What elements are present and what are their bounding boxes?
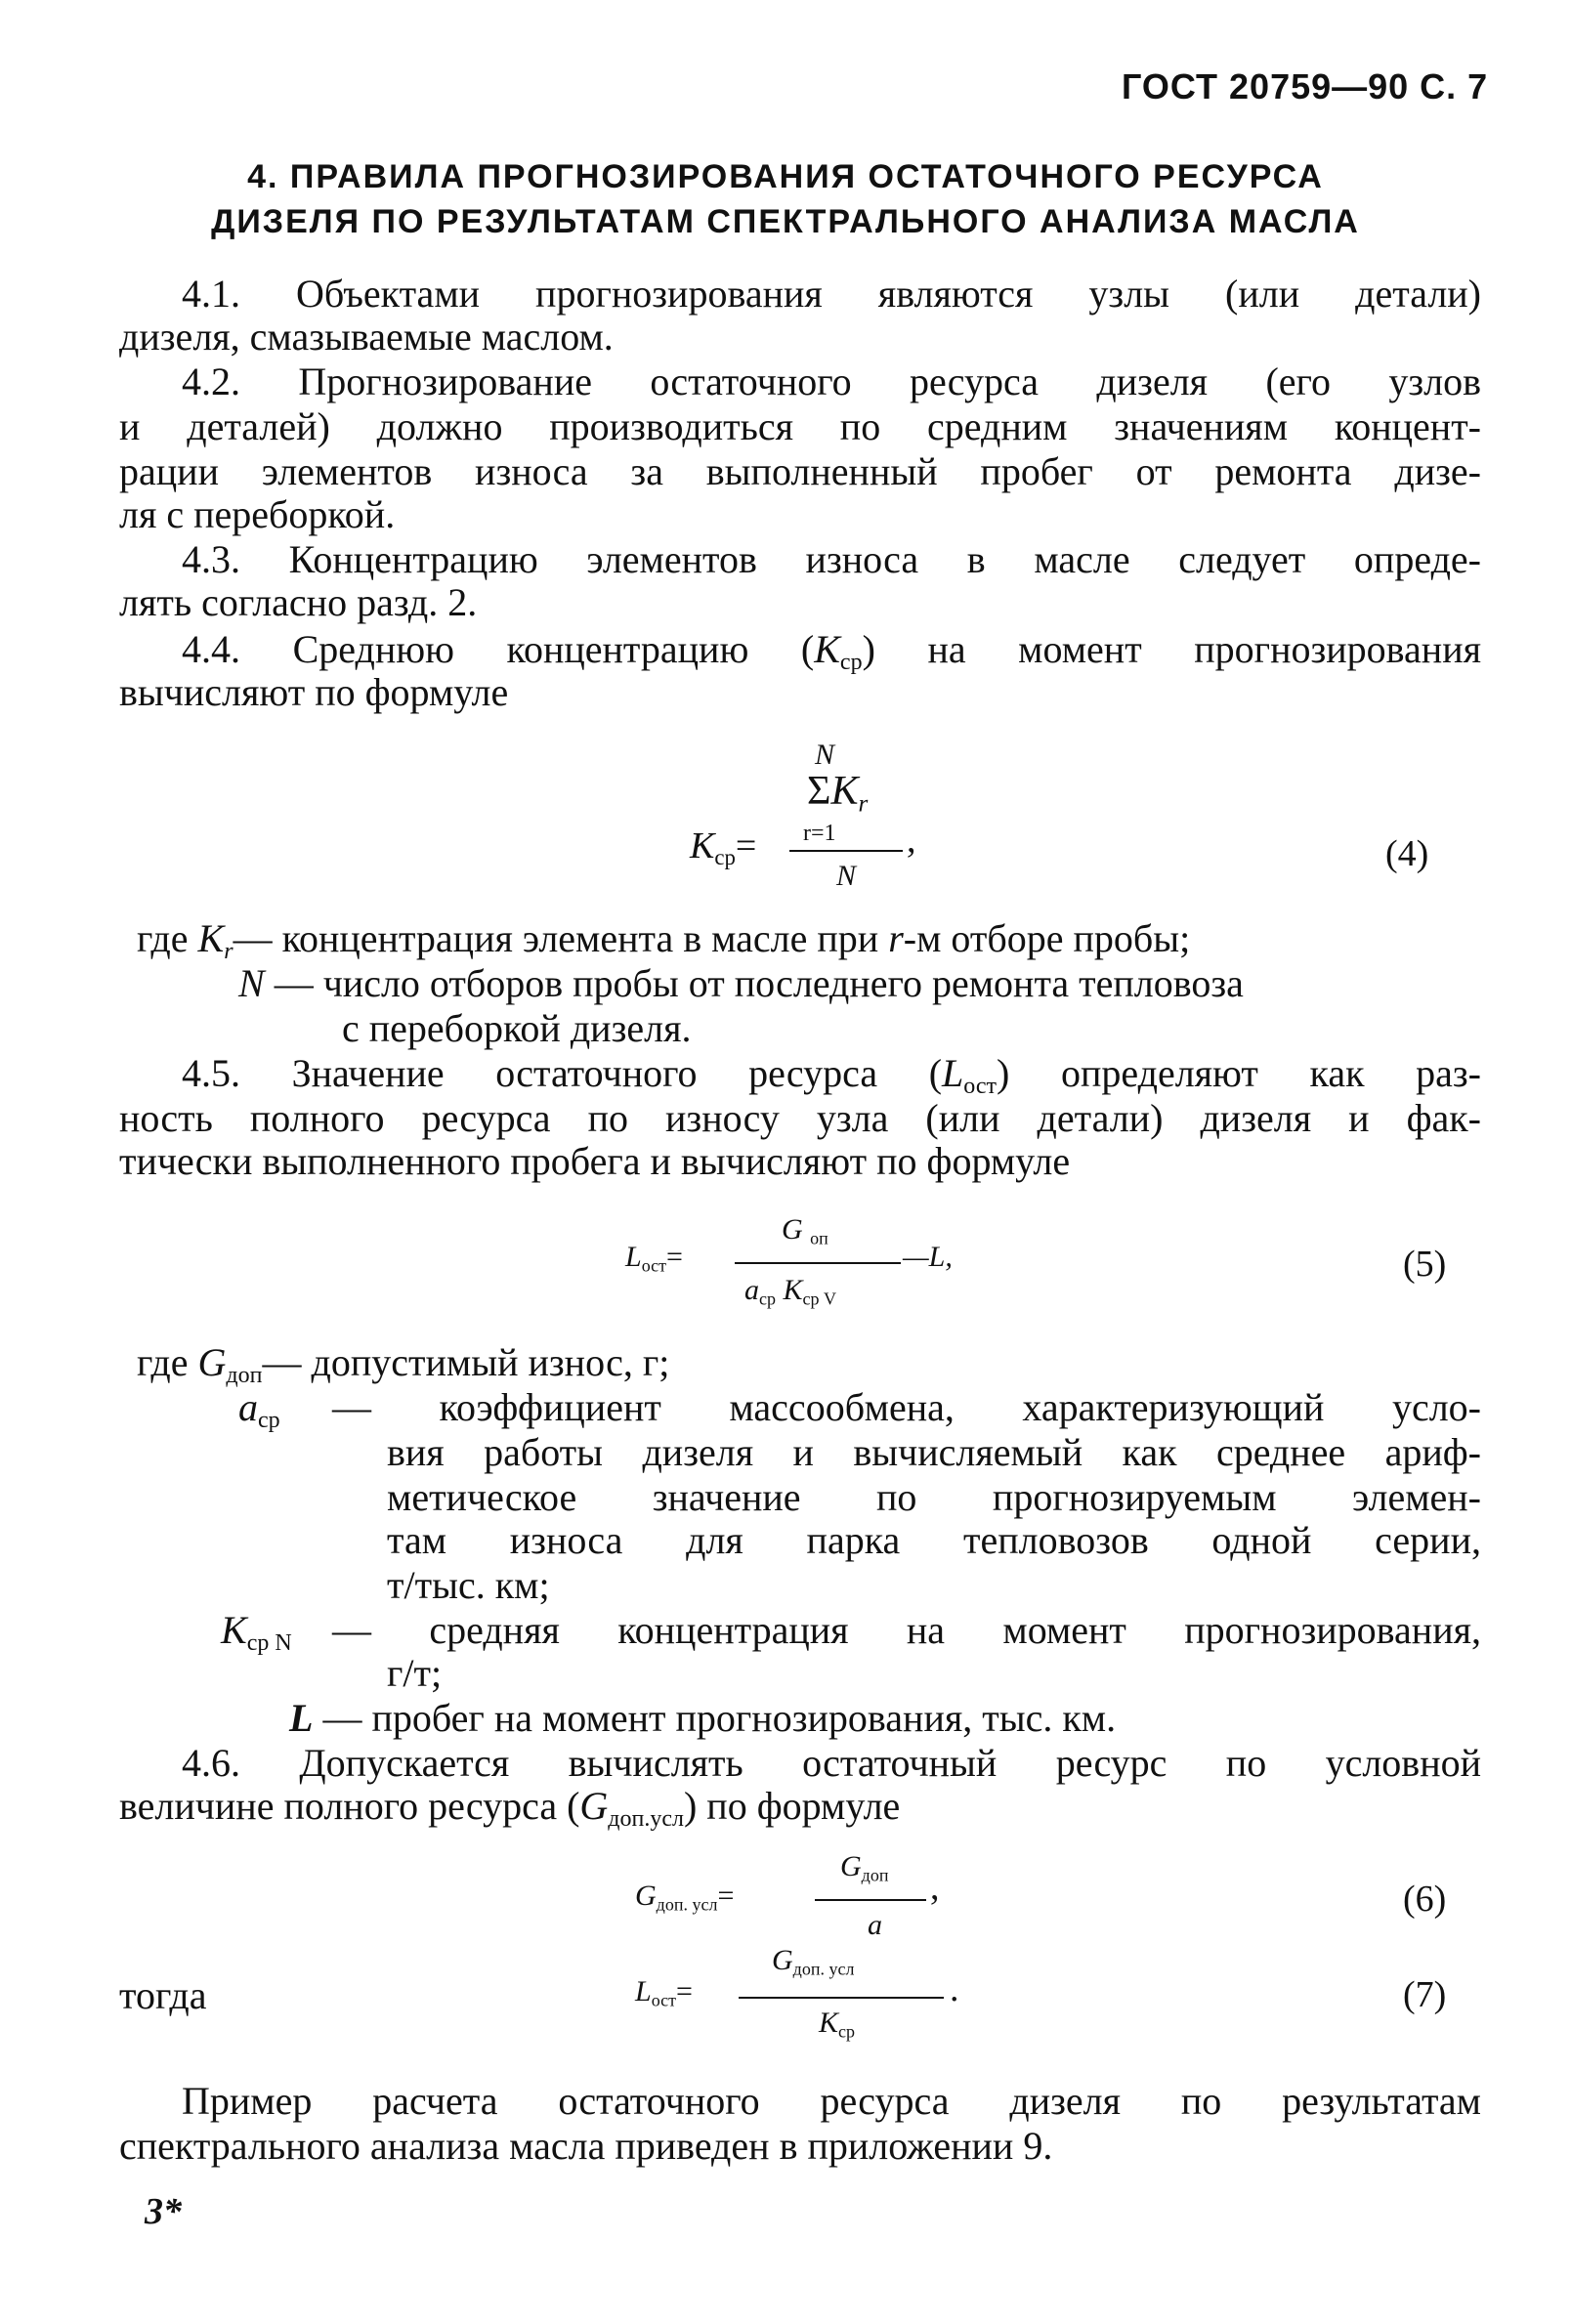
- p42-line3: рации элементов износа за выполненный пробег от ремонта дизе-: [119, 449, 1481, 493]
- eq5-minus-l: —L,: [903, 1241, 953, 1273]
- where5-a-line3: метическое значение по прогнозируемым элемен-: [387, 1475, 1481, 1519]
- where5-a-line5: т/тыс. км;: [387, 1563, 550, 1607]
- where5-a-line2: вия работы дизеля и вычисляемый как среднее ариф-: [387, 1430, 1481, 1474]
- eq4-fraction-bar: [789, 850, 903, 852]
- where5-l: L — пробег на момент прогнозирования, тыс. км.: [289, 1696, 1117, 1740]
- p42-line1: 4.2. Прогнозирование остаточного ресурса дизеля (его узлов: [182, 359, 1481, 403]
- where5-a-sym: $a_{ср}$: [238, 1385, 280, 1434]
- eq4-lower-limit: r=1: [803, 821, 836, 846]
- p41-line1: 4.1. Объектами прогнозирования являются узлы (или детали): [182, 272, 1481, 316]
- eq6-number: (6): [1403, 1879, 1447, 1920]
- eq6-lhs: $G_{доп. усл}=$: [635, 1880, 735, 1915]
- where5-k-line2: г/т;: [387, 1651, 443, 1695]
- eq6-comma: ,: [930, 1867, 940, 1908]
- eq7-denominator: $K_{ср}$: [819, 2007, 856, 2042]
- where4-line3: с переборкой дизеля.: [342, 1006, 692, 1050]
- eq5-number: (5): [1403, 1244, 1447, 1285]
- where4-line2: N — число отборов пробы от последнего ремонта тепловоза: [238, 961, 1244, 1005]
- eq7-numerator: $G_{доп. усл}$: [772, 1944, 855, 1979]
- p45-line2: ность полного ресурса по износу узла (или детали) дизеля и фак-: [119, 1096, 1481, 1140]
- eq4-sum-term: $\Sigma K_r$: [807, 769, 869, 818]
- where5-a-line1: — коэффициент массообмена, характеризующий усло-: [332, 1385, 1481, 1429]
- eq7-dot: .: [950, 1968, 959, 2009]
- footer-mark: 3*: [145, 2191, 182, 2232]
- p43-line1: 4.3. Концентрацию элементов износа в масле следует опреде-: [182, 537, 1481, 581]
- p46-line1: 4.6. Допускается вычислять остаточный ресурс по условной: [182, 1741, 1481, 1785]
- where5-g: где $G_{доп}—$ допустимый износ, г;: [137, 1340, 670, 1389]
- section-title-line2: ДИЗЕЛЯ ПО РЕЗУЛЬТАТАМ СПЕКТРАЛЬНОГО АНАЛИЗА МАСЛА: [211, 203, 1360, 240]
- p42-line4: ля с переборкой.: [119, 492, 396, 536]
- eq5-denominator: $a_{ср}$ $K_{ср V}$: [744, 1274, 837, 1309]
- eq7-number: (7): [1403, 1974, 1447, 2015]
- p42-line2: и деталей) должно производиться по средним значениям концент-: [119, 404, 1481, 448]
- eq6-denominator: a: [868, 1909, 882, 1941]
- p45-line1: 4.5. Значение остаточного ресурса $(L_{ост})$ определяют как раз-: [182, 1051, 1481, 1100]
- section-title-line1: 4. ПРАВИЛА ПРОГНОЗИРОВАНИЯ ОСТАТОЧНОГО РЕСУРСА: [247, 158, 1324, 195]
- p44-line2: вычисляют по формуле: [119, 670, 509, 714]
- eq4-denominator: N: [836, 860, 857, 892]
- where5-a-line4: там износа для парка тепловозов одной серии,: [387, 1518, 1481, 1562]
- eq5-lhs: $L_{ост}=$: [625, 1241, 683, 1276]
- closing-line1: Пример расчета остаточного ресурса дизеля по результатам: [182, 2079, 1481, 2123]
- eq5-numerator: G $_{оп}$: [782, 1213, 828, 1248]
- p45-line3: тически выполненного пробега и вычисляют по формуле: [119, 1139, 1071, 1183]
- eq7-lead: тогда: [119, 1973, 207, 2017]
- eq5-fraction-bar: [735, 1262, 901, 1264]
- p46-line2: величине полного ресурса $(G_{доп.усл})$ по формуле: [119, 1784, 901, 1833]
- p41-line2: дизеля, смазываемые маслом.: [119, 315, 614, 359]
- where4-line1: где $K_r—$ концентрация элемента в масле при r-м отборе пробы;: [137, 916, 1191, 965]
- eq4-comma: ,: [907, 820, 916, 861]
- where5-k-line1: — средняя концентрация на момент прогнозирования,: [332, 1608, 1481, 1652]
- eq4-lhs: $K_{ср}=$: [690, 825, 757, 869]
- eq6-fraction-bar: [815, 1899, 926, 1901]
- p43-line2: лять согласно разд. 2.: [119, 580, 478, 624]
- page-header: ГОСТ 20759—90 С. 7: [1122, 66, 1489, 106]
- p44-line1: 4.4. Среднюю концентрацию $(K_{ср})$ на момент прогнозирования: [182, 627, 1481, 676]
- closing-line2: спектрального анализа масла приведен в приложении 9.: [119, 2124, 1053, 2168]
- eq6-numerator: $G_{доп}$: [840, 1850, 889, 1885]
- eq4-upper-limit: N: [815, 739, 835, 771]
- where5-k-sym: $K_{ср N}$: [221, 1608, 292, 1657]
- eq7-fraction-bar: [739, 1997, 944, 1999]
- eq4-number: (4): [1385, 833, 1429, 874]
- eq7-lhs: $L_{ост}=$: [635, 1975, 693, 2010]
